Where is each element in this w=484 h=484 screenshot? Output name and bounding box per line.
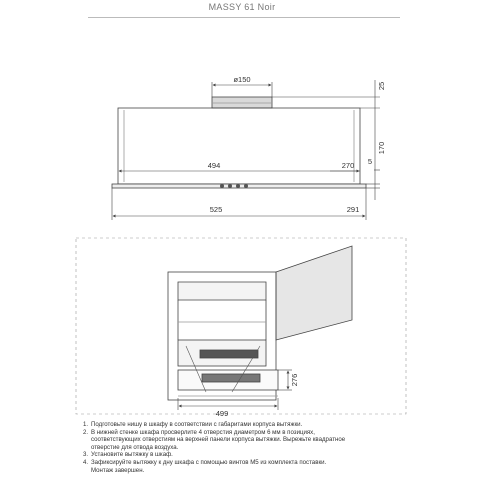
body-height-label: 170: [377, 141, 386, 155]
instruction-line: 1. Подготовьте нишу в шкафу в соответствии с габаритами корпуса вытяжки.: [83, 421, 303, 428]
pipe-height-label: 25: [377, 81, 386, 91]
instruction-line: 4. Зафиксируйте вытяжку к дну шкафа с помощью винтов M5 из комплекта поставки.: [83, 458, 327, 466]
hood-body: [118, 108, 360, 184]
pipe-dimension: [212, 82, 272, 97]
niche-depth-label: 276: [290, 373, 299, 387]
outer-width-label: 525: [209, 205, 223, 214]
instruction-line: отверстие для отвода воздуха.: [91, 443, 179, 451]
cabinet-drawing: [168, 246, 352, 400]
outer-depth-label: 291: [346, 205, 360, 214]
pipe-diameter-label: ø150: [233, 75, 251, 84]
inner-width-label: 494: [207, 161, 221, 170]
instruction-line: 3. Установите вытяжку в шкаф.: [83, 451, 173, 459]
page-title: MASSY 61 Noir: [208, 2, 276, 12]
height-dimensions: [272, 80, 380, 200]
exhaust-pipe: [212, 97, 272, 108]
installation-instructions: [83, 421, 413, 474]
instruction-line: 2. В нижней стенке шкафа просверлите 4 отверстия диаметром 6 мм в позициях,: [83, 428, 315, 436]
instruction-line: Монтаж завершен.: [91, 466, 145, 474]
inner-depth-label: 270: [341, 161, 355, 170]
outer-width-dimension: [112, 188, 366, 220]
niche-width-label: 499: [215, 409, 229, 418]
hood-front-view: [112, 97, 366, 188]
instruction-line: соответствующих отверстиям на верхней панели корпуса вытяжки. Вырежьте квадратное: [91, 436, 346, 444]
offset-label: 5: [367, 157, 373, 166]
